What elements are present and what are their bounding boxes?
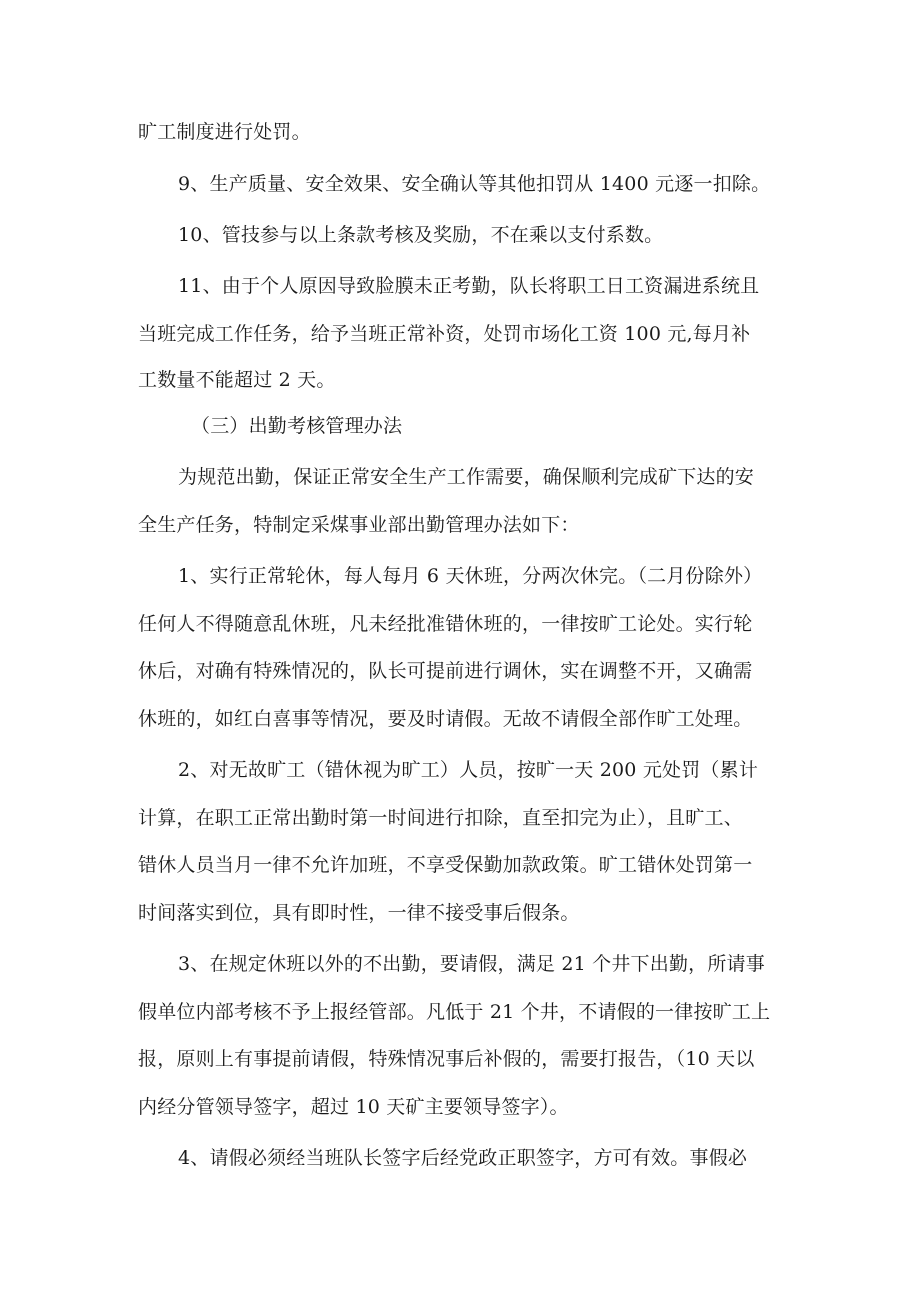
text-line: 计算，在职工正常出勤时第一时间进行扣除，直至扣完为止），且旷工、 — [138, 807, 743, 829]
text-line: 休后，对确有特殊情况的，队长可提前进行调休，实在调整不开，又确需 — [138, 660, 753, 682]
text-line: 9、生产质量、安全效果、安全确认等其他扣罚从 1400 元逐一扣除。 — [178, 173, 771, 195]
text-line: 1、实行正常轮休，每人每月 6 天休班，分两次休完。（二月份除外） — [178, 565, 763, 587]
text-line: 时间落实到位，具有即时性，一律不接受事后假条。 — [138, 902, 580, 924]
text-line: 10、管技参与以上条款考核及奖励，不在乘以支付系数。 — [178, 224, 664, 246]
text-line: 2、对无故旷工（错休视为旷工）人员，按旷一天 200 元处罚（累计 — [178, 759, 759, 781]
text-line: 工数量不能超过 2 天。 — [138, 369, 336, 391]
text-line: 11、由于个人原因导致脸膜未正考勤，队长将职工日工资漏进系统且 — [178, 275, 760, 297]
text-line: 为规范出勤，保证正常安全生产工作需要，确保顺利完成矿下达的安 — [178, 466, 755, 488]
text-line: 当班完成工作任务，给予当班正常补资，处罚市场化工资 100 元,每月补 — [138, 323, 751, 345]
text-line: 旷工制度进行处罚。 — [138, 121, 311, 143]
text-line: 4、请假必须经当班队长签字后经党政正职签字，方可有效。事假必 — [178, 1147, 748, 1169]
text-line: 内经分管领导签字，超过 10 天矿主要领导签字）。 — [138, 1096, 569, 1118]
text-line: 报，原则上有事提前请假，特殊情况事后补假的，需要打报告，（10 天以 — [138, 1048, 755, 1070]
section-heading: （三）出勤考核管理办法 — [191, 415, 403, 437]
text-line: 任何人不得随意乱休班，凡未经批准错休班的，一律按旷工论处。实行轮 — [138, 613, 753, 635]
text-line: 休班的，如红白喜事等情况，要及时请假。无故不请假全部作旷工处理。 — [138, 708, 753, 730]
text-line: 错休人员当月一律不允许加班，不享受保勤加款政策。旷工错休处罚第一 — [138, 854, 753, 876]
text-line: 假单位内部考核不予上报经管部。凡低于 21 个井，不请假的一律按旷工上 — [138, 1001, 771, 1023]
text-line: 全生产任务，特制定采煤事业部出勤管理办法如下： — [138, 514, 580, 536]
text-line: 3、在规定休班以外的不出勤，要请假，满足 21 个井下出勤，所请事 — [178, 953, 765, 975]
